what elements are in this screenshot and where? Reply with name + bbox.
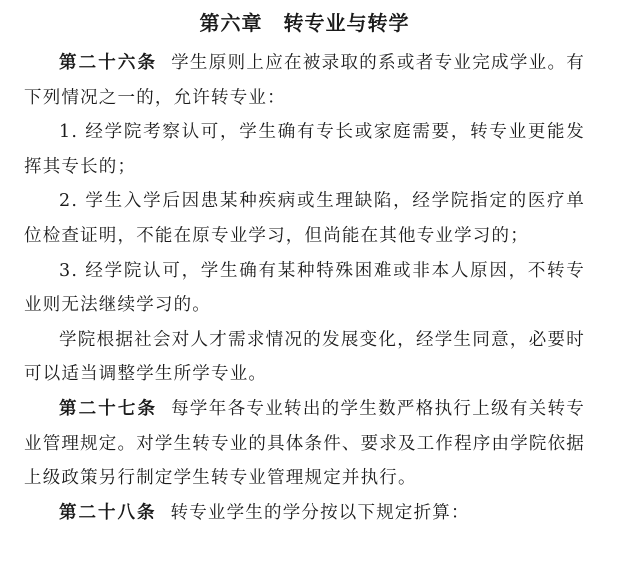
- article-26: [24, 46, 585, 115]
- article-number: 第二十八条: [59, 502, 157, 523]
- article-27: [24, 392, 585, 496]
- list-item-3: 3. 经学院认可，学生确有某种特殊困难或非本人原因，不转专业则无法继续学习的。: [24, 260, 585, 316]
- article-28: [24, 496, 585, 531]
- list-item-2: 2. 学生入学后因患某种疾病或生理缺陷，经学院指定的医疗单位检查证明，不能在原专业学习，但尚能在其他专业学习的；: [24, 191, 585, 246]
- article-number: 第二十六条: [59, 53, 158, 73]
- article-text: 转专业学生的学分按以下规定折算：: [170, 502, 470, 523]
- chapter-title: 第六章 转专业与转学: [199, 11, 410, 35]
- article-number: 第二十七条: [59, 398, 158, 419]
- note-paragraph: 学院根据社会对人才需求情况的发展变化，经学生同意，必要时可以适当调整学生所学专业。: [24, 329, 585, 385]
- article-text: 每学年各专业转出的学生数严格执行上级有关转专业管理规定。对学生转专业的具体条件、要求及工作程序由学院依据上级政策另行制定学生转专业管理规定并执行。: [24, 398, 586, 489]
- list-item-1: 1. 经学院考察认可，学生确有专长或家庭需要，转专业更能发挥其专长的；: [24, 122, 585, 177]
- article-text: 学生原则上应在被录取的系或者专业完成学业。有下列情况之一的，允许转专业：: [24, 53, 586, 108]
